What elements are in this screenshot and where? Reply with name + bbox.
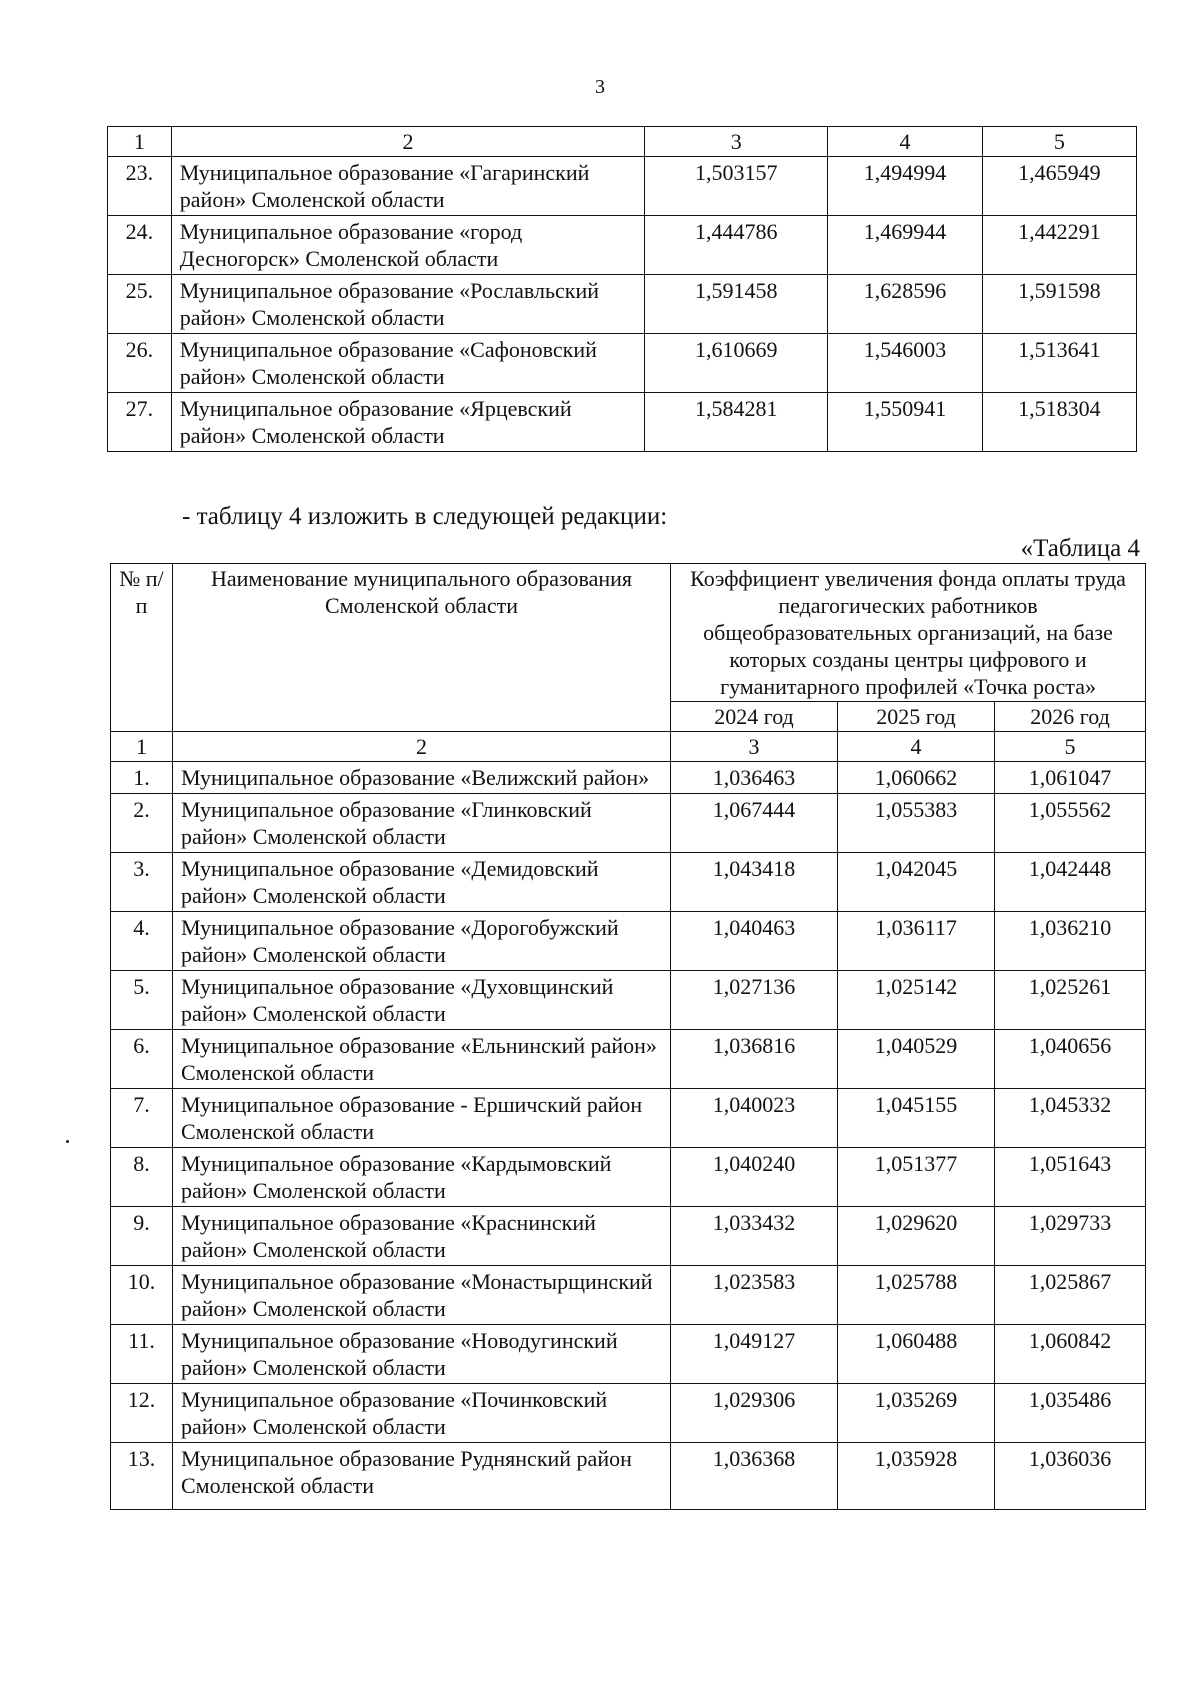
row-value-2025: 1,060488 <box>838 1325 995 1384</box>
row-number: 10. <box>111 1266 173 1325</box>
row-name: Муниципальное образование «Дорогобужский район» Смоленской области <box>173 912 671 971</box>
row-value-2024: 1,503157 <box>645 157 828 216</box>
row-name: Муниципальное образование «Велижский район» <box>173 762 671 794</box>
row-value-2024: 1,036368 <box>671 1443 838 1510</box>
year-header: 2024 год <box>671 702 838 732</box>
row-number: 27. <box>108 393 172 452</box>
row-name: Муниципальное образование «Монастырщинский район» Смоленской области <box>173 1266 671 1325</box>
row-number: 11. <box>111 1325 173 1384</box>
row-value-2024: 1,067444 <box>671 794 838 853</box>
row-value-2024: 1,040240 <box>671 1148 838 1207</box>
table-row <box>111 1089 1146 1148</box>
row-name: Муниципальное образование «Новодугинский район» Смоленской области <box>173 1325 671 1384</box>
row-value-2026: 1,518304 <box>982 393 1136 452</box>
row-value-2025: 1,060662 <box>838 762 995 794</box>
row-value-2024: 1,029306 <box>671 1384 838 1443</box>
row-value-2025: 1,494994 <box>828 157 982 216</box>
row-name: Муниципальное образование «Ярцевский район» Смоленской области <box>171 393 644 452</box>
table-row <box>111 1443 1146 1510</box>
row-name: Муниципальное образование «Краснинский район» Смоленской области <box>173 1207 671 1266</box>
col-coefficient-header: Коэффициент увеличения фонда оплаты труда педагогических работников общеобразовательных организаций, на базе которых созданы центры цифрового и гуманитарного профилей «Точка роста» <box>671 564 1146 702</box>
year-header: 2026 год <box>995 702 1146 732</box>
col-number-header: № п/п <box>111 564 173 732</box>
header-cell: 2 <box>171 127 644 157</box>
table-row <box>111 1266 1146 1325</box>
row-name: Муниципальное образование «Духовщинский район» Смоленской области <box>173 971 671 1030</box>
row-number: 13. <box>111 1443 173 1510</box>
row-value-2026: 1,029733 <box>995 1207 1146 1266</box>
row-name: Муниципальное образование «Сафоновский район» Смоленской области <box>171 334 644 393</box>
col-name-header: Наименование муниципального образования Смоленской области <box>173 564 671 732</box>
row-value-2026: 1,465949 <box>982 157 1136 216</box>
intro-text: - таблицу 4 изложить в следующей редакции: <box>182 503 668 530</box>
table-row <box>111 912 1146 971</box>
row-number: 8. <box>111 1148 173 1207</box>
row-value-2025: 1,045155 <box>838 1089 995 1148</box>
index-cell: 2 <box>173 732 671 762</box>
row-value-2024: 1,040023 <box>671 1089 838 1148</box>
row-value-2025: 1,040529 <box>838 1030 995 1089</box>
row-value-2026: 1,025261 <box>995 971 1146 1030</box>
table-row <box>108 334 1137 393</box>
row-name: Муниципальное образование «Починковский район» Смоленской области <box>173 1384 671 1443</box>
row-number: 25. <box>108 275 172 334</box>
header-cell: 4 <box>828 127 982 157</box>
row-value-2026: 1,513641 <box>982 334 1136 393</box>
row-number: 3. <box>111 853 173 912</box>
scan-speck <box>66 1140 69 1143</box>
row-number: 23. <box>108 157 172 216</box>
row-value-2024: 1,591458 <box>645 275 828 334</box>
row-value-2025: 1,051377 <box>838 1148 995 1207</box>
table-3-continuation <box>107 126 1137 452</box>
row-number: 24. <box>108 216 172 275</box>
index-row <box>111 732 1146 762</box>
header-cell: 3 <box>645 127 828 157</box>
row-name: Муниципальное образование «город Десногорск» Смоленской области <box>171 216 644 275</box>
row-value-2024: 1,444786 <box>645 216 828 275</box>
row-value-2025: 1,546003 <box>828 334 982 393</box>
row-value-2026: 1,442291 <box>982 216 1136 275</box>
row-name: Муниципальное образование «Глинковский район» Смоленской области <box>173 794 671 853</box>
row-value-2026: 1,060842 <box>995 1325 1146 1384</box>
row-value-2024: 1,049127 <box>671 1325 838 1384</box>
row-number: 9. <box>111 1207 173 1266</box>
table-row <box>111 853 1146 912</box>
row-name: Муниципальное образование - Ершичский район Смоленской области <box>173 1089 671 1148</box>
row-value-2026: 1,591598 <box>982 275 1136 334</box>
row-number: 2. <box>111 794 173 853</box>
row-name: Муниципальное образование Руднянский район Смоленской области <box>173 1443 671 1510</box>
table-row <box>111 1148 1146 1207</box>
header-cell: 5 <box>982 127 1136 157</box>
table-row <box>111 794 1146 853</box>
row-name: Муниципальное образование «Демидовский район» Смоленской области <box>173 853 671 912</box>
index-cell: 4 <box>838 732 995 762</box>
table-header-row <box>111 564 1146 702</box>
row-value-2026: 1,036036 <box>995 1443 1146 1510</box>
row-number: 5. <box>111 971 173 1030</box>
row-value-2025: 1,035928 <box>838 1443 995 1510</box>
row-value-2025: 1,036117 <box>838 912 995 971</box>
table-row <box>108 393 1137 452</box>
row-number: 1. <box>111 762 173 794</box>
row-value-2024: 1,036816 <box>671 1030 838 1089</box>
row-name: Муниципальное образование «Ельнинский район» Смоленской области <box>173 1030 671 1089</box>
row-value-2025: 1,025788 <box>838 1266 995 1325</box>
row-value-2024: 1,584281 <box>645 393 828 452</box>
row-name: Муниципальное образование «Кардымовский район» Смоленской области <box>173 1148 671 1207</box>
row-value-2026: 1,055562 <box>995 794 1146 853</box>
row-value-2026: 1,042448 <box>995 853 1146 912</box>
row-value-2024: 1,036463 <box>671 762 838 794</box>
table-header-row <box>108 127 1137 157</box>
table-4 <box>110 563 1146 1510</box>
row-number: 26. <box>108 334 172 393</box>
table-row <box>111 762 1146 794</box>
row-value-2024: 1,033432 <box>671 1207 838 1266</box>
row-number: 7. <box>111 1089 173 1148</box>
row-number: 4. <box>111 912 173 971</box>
row-value-2025: 1,029620 <box>838 1207 995 1266</box>
row-value-2025: 1,035269 <box>838 1384 995 1443</box>
row-number: 6. <box>111 1030 173 1089</box>
row-number: 12. <box>111 1384 173 1443</box>
row-value-2026: 1,061047 <box>995 762 1146 794</box>
row-value-2025: 1,055383 <box>838 794 995 853</box>
row-value-2025: 1,042045 <box>838 853 995 912</box>
table-caption: «Таблица 4 <box>1020 535 1140 562</box>
row-value-2026: 1,040656 <box>995 1030 1146 1089</box>
row-value-2025: 1,550941 <box>828 393 982 452</box>
row-name: Муниципальное образование «Рославльский район» Смоленской области <box>171 275 644 334</box>
row-name: Муниципальное образование «Гагаринский район» Смоленской области <box>171 157 644 216</box>
row-value-2026: 1,035486 <box>995 1384 1146 1443</box>
table-row <box>111 971 1146 1030</box>
table-row <box>111 1207 1146 1266</box>
table-row <box>108 157 1137 216</box>
row-value-2024: 1,040463 <box>671 912 838 971</box>
index-cell: 1 <box>111 732 173 762</box>
table-row <box>108 275 1137 334</box>
table-row <box>111 1384 1146 1443</box>
table-row <box>108 216 1137 275</box>
index-cell: 5 <box>995 732 1146 762</box>
year-header: 2025 год <box>838 702 995 732</box>
table-row <box>111 1325 1146 1384</box>
row-value-2024: 1,610669 <box>645 334 828 393</box>
row-value-2025: 1,628596 <box>828 275 982 334</box>
row-value-2025: 1,025142 <box>838 971 995 1030</box>
row-value-2026: 1,036210 <box>995 912 1146 971</box>
row-value-2025: 1,469944 <box>828 216 982 275</box>
row-value-2026: 1,045332 <box>995 1089 1146 1148</box>
table-row <box>111 1030 1146 1089</box>
index-cell: 3 <box>671 732 838 762</box>
row-value-2024: 1,043418 <box>671 853 838 912</box>
row-value-2026: 1,051643 <box>995 1148 1146 1207</box>
row-value-2024: 1,027136 <box>671 971 838 1030</box>
page-number: 3 <box>595 76 605 98</box>
header-cell: 1 <box>108 127 172 157</box>
row-value-2024: 1,023583 <box>671 1266 838 1325</box>
row-value-2026: 1,025867 <box>995 1266 1146 1325</box>
